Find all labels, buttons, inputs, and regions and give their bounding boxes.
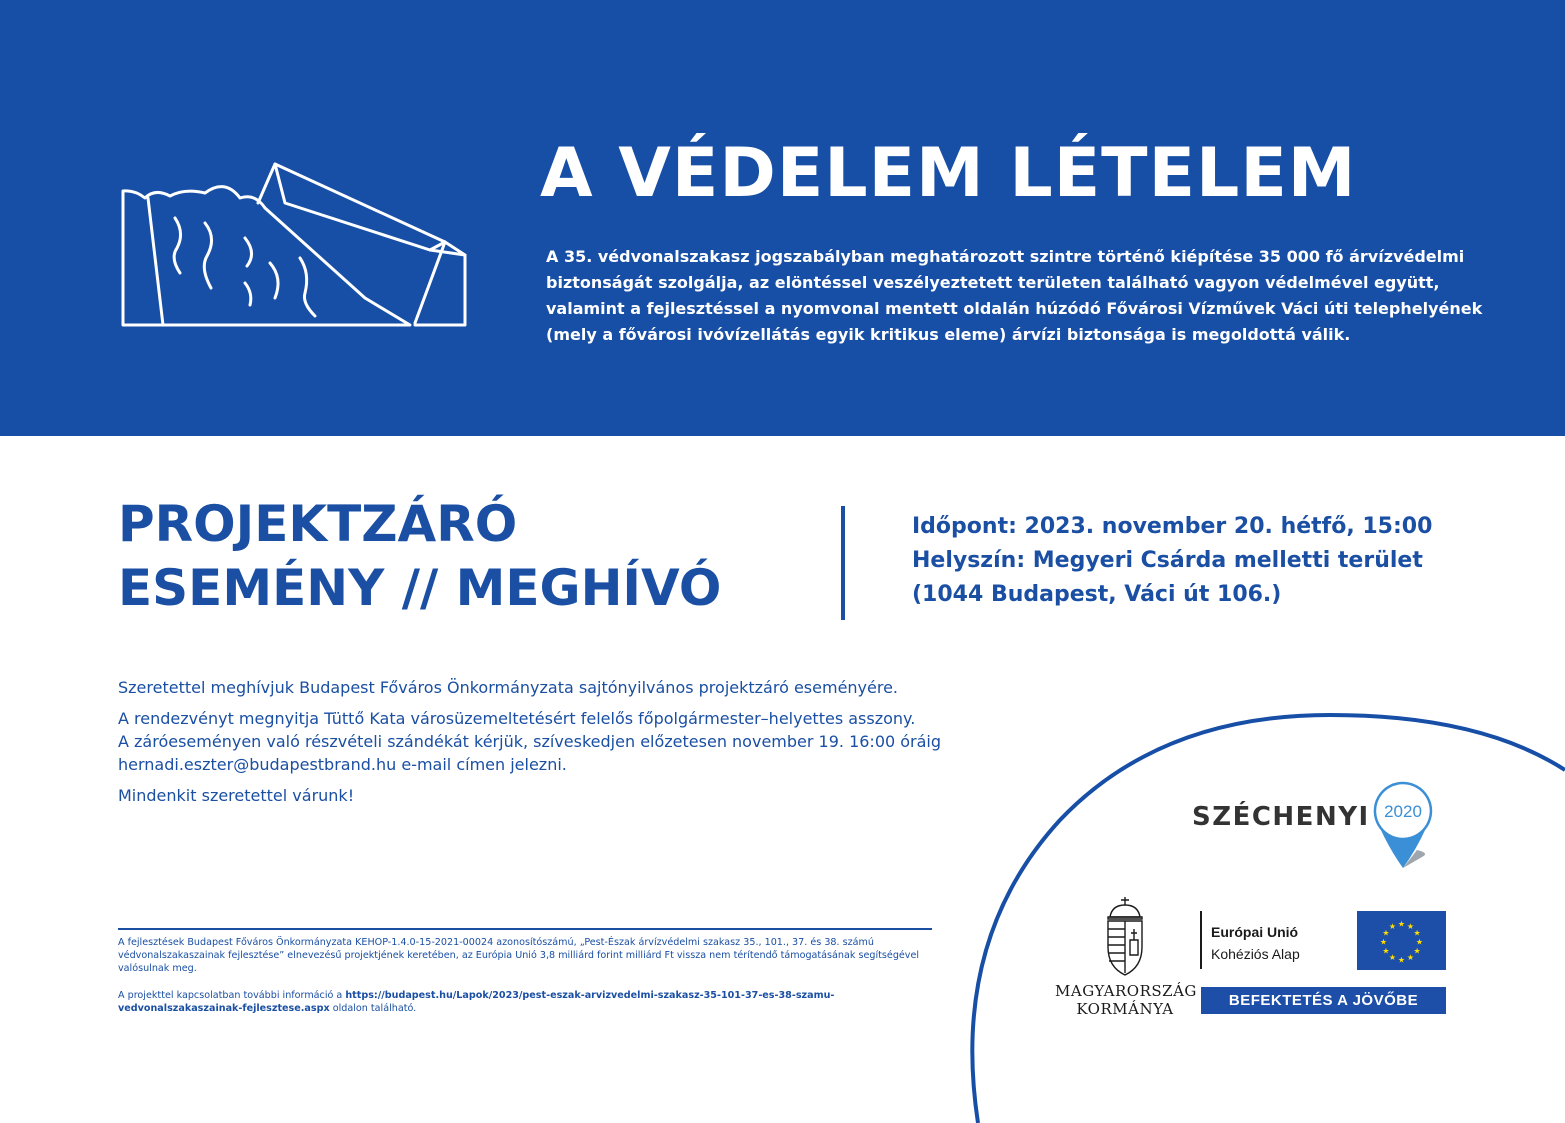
project-link[interactable]: https://budapest.hu/Lapok/2023/pest-eszak-arvizvedelmi-szakasz-35-101-37-es-38-szamu-vedvonalszakaszainak-fejlesztese.aspx	[118, 990, 835, 1014]
svg-text:★: ★	[1388, 921, 1397, 931]
szechenyi-logo-text: SZÉCHENYI	[1192, 802, 1370, 832]
invitation-paragraph-1: Szeretettel meghívjuk Budapest Főváros Önkormányzata sajtónyilvános projektzáró eseményére.	[118, 678, 899, 697]
svg-text:★: ★	[1379, 937, 1388, 947]
event-address: (1044 Budapest, Váci út 106.)	[912, 582, 1282, 607]
eu-name: Európai Unió	[1211, 924, 1299, 940]
footnote-more-info-suffix: oldalon található.	[329, 1003, 417, 1014]
eu-logo-text	[1211, 921, 1300, 965]
event-title-line-2: ESEMÉNY // MEGHÍVÓ	[118, 559, 722, 617]
eu-flag-icon	[1357, 911, 1446, 970]
svg-text:★: ★	[1397, 919, 1406, 929]
government-logo-text	[1055, 982, 1195, 1018]
map-pin-icon	[1372, 780, 1434, 872]
invitation-line-rsvp: A záróeseményen való részvételi szándékát kérjük, szíveskedjen előzetesen november 19. 16:00 óráig	[118, 732, 942, 751]
svg-text:★: ★	[1388, 953, 1397, 963]
szechenyi-year: 2020	[1384, 802, 1422, 821]
svg-text:★: ★	[1382, 928, 1390, 938]
government-line-1: MAGYARORSZÁG	[1055, 982, 1197, 1000]
coat-of-arms-icon	[1100, 895, 1150, 977]
svg-text:★: ★	[1413, 946, 1421, 956]
invitation-closing: Mindenkit szeretettel várunk!	[118, 786, 355, 805]
svg-text:★: ★	[1406, 921, 1415, 931]
event-time: Időpont: 2023. november 20. hétfő, 15:00	[912, 514, 1433, 539]
svg-text:★: ★	[1413, 928, 1421, 938]
svg-text:★: ★	[1382, 946, 1390, 956]
svg-text:★: ★	[1406, 953, 1415, 963]
eu-fund: Kohéziós Alap	[1211, 946, 1300, 962]
event-title-line-1: PROJEKTZÁRÓ	[118, 495, 518, 553]
event-place: Helyszín: Megyeri Csárda melletti terület	[912, 548, 1423, 573]
invitation-line-opening: A rendezvényt megnyitja Tüttő Kata városüzemeltetésért felelős főpolgármester–helyettes asszony.	[118, 709, 916, 728]
footnote-more-info-prefix: A projekttel kapcsolatban további információ a	[118, 990, 346, 1001]
svg-text:★: ★	[1415, 937, 1424, 947]
eu-divider	[1200, 911, 1202, 969]
svg-text:★: ★	[1397, 955, 1406, 965]
investment-banner: BEFEKTETÉS A JÖVŐBE	[1201, 987, 1446, 1014]
invitation-line-email: hernadi.eszter@budapestbrand.hu e-mail címen jelezni.	[118, 755, 567, 774]
government-line-2: KORMÁNYA	[1076, 1000, 1174, 1018]
intro-paragraph: A 35. védvonalszakasz jogszabályban meghatározott szintre történő kiépítése 35 000 fő árvízvédelmi biztonságát szolgálja, az elöntéssel veszélyeztetett területen található vagyon védelmével együtt, valamint a fejlesztéssel a nyomvonal mentett oldalán húzódó Fővárosi Vízművek Váci úti telephelyének (mely a fővárosi ivóvízellátás egyik kritikus eleme) árvízi biztonsága is megoldottá válik.	[546, 247, 1483, 344]
eu-stars	[1357, 911, 1446, 970]
footnote-funding: A fejlesztések Budapest Főváros Önkormányzata KEHOP-1.4.0-15-2021-00024 azonosítószámú, „Pest-Észak árvízvédelmi szakasz 35., 101., 37. és 38. számú védvonalszakaszainak fejlesztése” elnevezésű projektjének keretében, az Európia Unió 3,8 milliárd forint milliárd Ft vissza nem térítendő támogatásának segítségével valósulnak meg.	[118, 937, 920, 974]
main-title: A VÉDELEM LÉTELEM	[540, 134, 1357, 213]
